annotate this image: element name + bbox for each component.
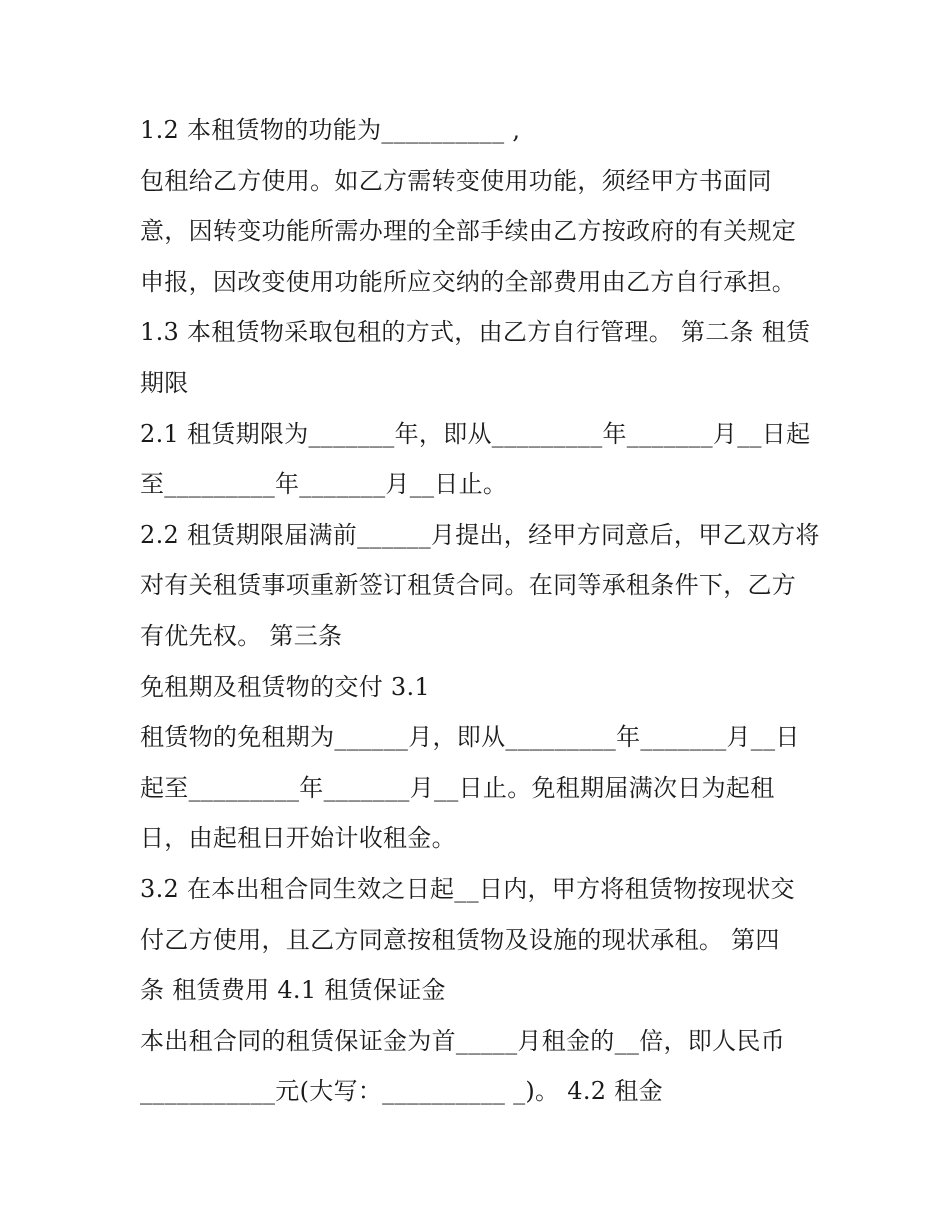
clause-3-2-line-2: 付乙方使用，且乙方同意按租赁物及设施的现状承租。 第四 bbox=[140, 926, 780, 954]
clause-2-1-line-1: 2.1 租赁期限为_______年，即从_________年_______月__日起 bbox=[140, 420, 811, 448]
clause-1-3-line-2: 期限 bbox=[140, 369, 189, 397]
clause-1-2-line-3: 意，因转变功能所需办理的全部手续由乙方按政府的有关规定 bbox=[140, 217, 797, 245]
clause-2-2-line-1: 2.2 租赁期限届满前______月提出，经甲方同意后，甲乙双方将 bbox=[140, 521, 820, 549]
clause-1-3-line-1: 1.3 本租赁物采取包租的方式，由乙方自行管理。 第二条 租赁 bbox=[140, 318, 811, 346]
clause-3-1-line-1: 租赁物的免租期为______月，即从_________年_______月__日 bbox=[140, 723, 800, 751]
clause-2-1-line-2: 至_________年_______月__日止。 bbox=[140, 470, 508, 498]
clause-4-1-line-2: ___________元(大写：__________ _)。 4.2 租金 bbox=[140, 1077, 663, 1105]
clause-1-2-line-1: 1.2 本租赁物的功能为__________ , bbox=[140, 116, 521, 144]
clause-3-1-line-3: 日，由起租日开始计收租金。 bbox=[140, 824, 456, 852]
clause-3-heading: 免租期及租赁物的交付 3.1 bbox=[140, 673, 430, 701]
clause-3-1-line-2: 起至_________年_______月__日止。免租期届满次日为起租 bbox=[140, 774, 775, 802]
clause-4-heading: 条 租赁费用 4.1 租赁保证金 bbox=[140, 976, 446, 1004]
clause-1-2-line-2: 包租给乙方使用。如乙方需转变使用功能，须经甲方书面同 bbox=[140, 167, 772, 195]
clause-2-2-line-2: 对有关租赁事项重新签订租赁合同。在同等承租条件下，乙方 bbox=[140, 571, 797, 599]
clause-4-1-line-1: 本出租合同的租赁保证金为首_____月租金的__倍，即人民币 bbox=[140, 1027, 785, 1055]
clause-2-2-line-3: 有优先权。 第三条 bbox=[140, 622, 343, 650]
clause-1-2-line-4: 申报，因改变使用功能所应交纳的全部费用由乙方自行承担。 bbox=[140, 268, 797, 296]
clause-3-2-line-1: 3.2 在本出租合同生效之日起__日内，甲方将租赁物按现状交 bbox=[140, 875, 795, 903]
